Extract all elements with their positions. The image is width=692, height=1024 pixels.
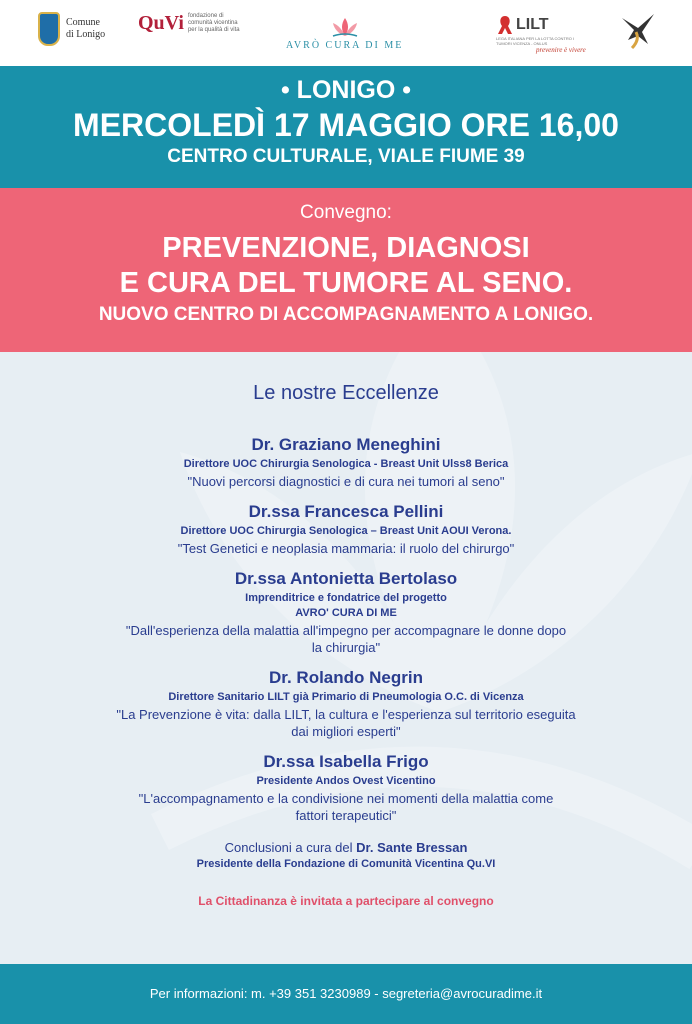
conclusion-prefix: Conclusioni a cura del (224, 840, 353, 855)
speaker-talk: "L'accompagnamento e la condivisione nei momenti della malattia come (138, 791, 554, 806)
ribbon-icon (496, 14, 514, 36)
conclusion-line (0, 840, 692, 855)
event-title-band (0, 188, 692, 352)
avro-logo-text: AVRÒ CURA DI ME (286, 40, 404, 51)
lilt-subtitle: LEGA ITALIANA PER LA LOTTA CONTRO I TUMORI VICENZA - ONLUS (496, 36, 575, 46)
speaker-name: Dr.ssa Isabella Frigo (263, 752, 429, 771)
speaker-item (0, 569, 692, 656)
speaker-name: Dr.ssa Francesca Pellini (248, 502, 444, 521)
speaker-name: Dr. Rolando Negrin (269, 668, 423, 687)
program-heading: Le nostre Eccellenze (253, 382, 439, 404)
crest-icon (38, 12, 60, 46)
event-town: • LONIGO • (280, 76, 411, 104)
program-section (0, 352, 692, 964)
quvi-mark: QuVi (138, 12, 184, 34)
speaker-talk: "Test Genetici e neoplasia mammaria: il ruolo del chirurgo" (177, 541, 515, 556)
speaker-role: Direttore UOC Chirurgia Senologica - Breast Unit Ulss8 Berica (183, 458, 509, 470)
speaker-name: Dr. Graziano Meneghini (251, 435, 441, 454)
speaker-role: Presidente Andos Ovest Vicentino (256, 775, 436, 787)
event-title-line1: PREVENZIONE, DIAGNOSI (162, 232, 530, 264)
event-header-band (0, 66, 692, 188)
lilt-tagline: prevenire è vivere (536, 46, 586, 54)
speaker-role: Imprenditrice e fondatrice del progetto (245, 592, 447, 604)
invitation-text: La Cittadinanza è invitata a partecipare al convegno (198, 894, 494, 908)
footer-contact: Per informazioni: m. +39 351 3230989 - segreteria@avrocuradime.it (0, 964, 692, 1024)
comune-line2: di Lonigo (66, 29, 106, 40)
event-type: Convegno: (300, 202, 392, 223)
speaker-talk-line2: la chirurgia" (311, 640, 381, 655)
lotus-icon (329, 16, 361, 38)
speaker-item (0, 502, 692, 557)
conclusion-name: Dr. Sante Bressan (356, 840, 468, 855)
comune-line1: Comune (66, 17, 100, 28)
speaker-talk-line2: dai migliori esperti" (291, 724, 401, 739)
avro-cura-logo (286, 16, 403, 51)
speaker-name: Dr.ssa Antonietta Bertolaso (234, 569, 458, 588)
speaker-role: Direttore UOC Chirurgia Senologica – Breast Unit AOUI Verona. (180, 525, 512, 537)
speaker-item (0, 752, 692, 824)
speaker-item (0, 435, 692, 490)
speaker-role-line2: AVRO' CURA DI ME (295, 607, 397, 619)
event-title-line2: E CURA DEL TUMORE AL SENO. (119, 267, 573, 299)
speaker-item (0, 668, 692, 740)
quvi-logo (138, 12, 240, 35)
lilt-name: LILT (516, 16, 549, 33)
speaker-talk: "La Prevenzione è vita: dalla LILT, la cultura e l'esperienza sul territorio eseguita (116, 707, 576, 722)
conclusion-role: Presidente della Fondazione di Comunità Vicentina Qu.VI (196, 858, 496, 870)
logo-bar (0, 0, 692, 66)
speaker-talk: "Nuovi percorsi diagnostici e di cura nei tumori al seno" (187, 474, 505, 489)
speaker-talk-line2: fattori terapeutici" (295, 808, 397, 823)
speaker-talk: "Dall'esperienza della malattia all'impegno per accompagnare le donne dopo (125, 623, 567, 638)
event-subtitle: NUOVO CENTRO DI ACCOMPAGNAMENTO A LONIGO. (98, 304, 594, 325)
event-date: MERCOLEDÌ 17 MAGGIO ORE 16,00 (73, 107, 619, 143)
comune-lonigo-logo (38, 12, 105, 46)
lilt-logo (496, 14, 586, 54)
bird-icon (618, 10, 658, 52)
quvi-text: fondazione di comunità vicentina per la qualità di vita (187, 13, 240, 33)
speaker-role: Direttore Sanitario LILT già Primario di Pneumologia O.C. di Vicenza (168, 691, 524, 703)
event-place: CENTRO CULTURALE, VIALE FIUME 39 (167, 146, 525, 167)
